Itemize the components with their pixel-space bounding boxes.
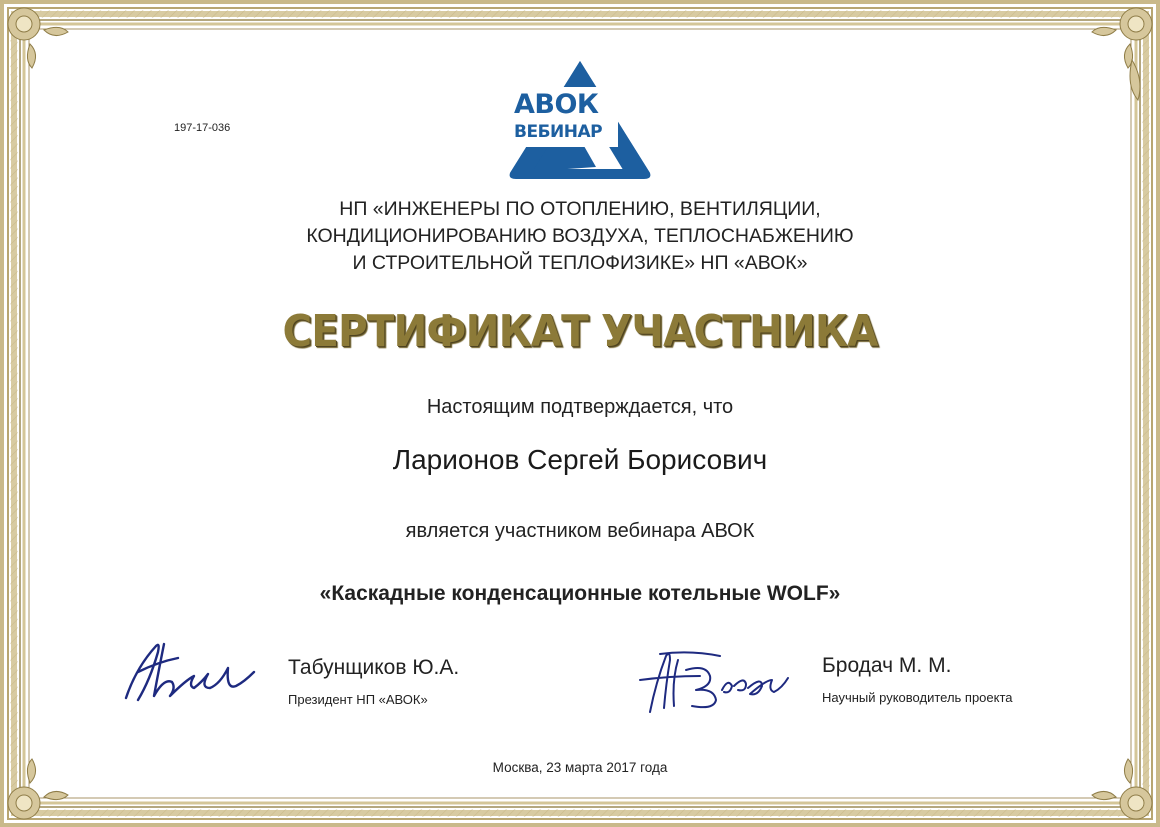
signer-2-name: Бродач М. М. [822,654,952,677]
certificate-serial-number: 197-17-036 [174,122,231,134]
avok-webinar-logo [500,55,660,185]
logo-text-avok: АВОК [514,89,599,120]
triangle-logo-icon [500,55,660,185]
organization-line-2: КОНДИЦИОНИРОВАНИЮ ВОЗДУХА, ТЕПЛОСНАБЖЕНИЮ [306,225,854,247]
signature-brodach [630,640,800,720]
confirmation-text: Настоящим подтверждается, что [426,396,734,418]
organization-line-3: И СТРОИТЕЛЬНОЙ ТЕПЛОФИЗИКЕ» НП «АВОК» [352,252,808,274]
certificate-title: СЕРТИФИКАТ УЧАСТНИКА [282,306,878,357]
signer-2-role: Научный руководитель проекта [822,690,1013,705]
logo-text-webinar: ВЕБИНАР [514,122,603,142]
signer-1-role: Президент НП «АВОК» [288,692,428,707]
signer-1-name: Табунщиков Ю.А. [288,656,460,679]
organization-name [0,196,1160,277]
webinar-title: «Каскадные конденсационные котельные WOLF» [319,582,841,605]
signature-tabunshchikov [120,628,280,710]
participant-text: является участником вебинара АВОК [405,520,755,542]
place-and-date: Москва, 23 марта 2017 года [492,760,668,775]
organization-line-1: НП «ИНЖЕНЕРЫ ПО ОТОПЛЕНИЮ, ВЕНТИЛЯЦИИ, [339,198,821,220]
recipient-name: Ларионов Сергей Борисович [392,444,768,475]
